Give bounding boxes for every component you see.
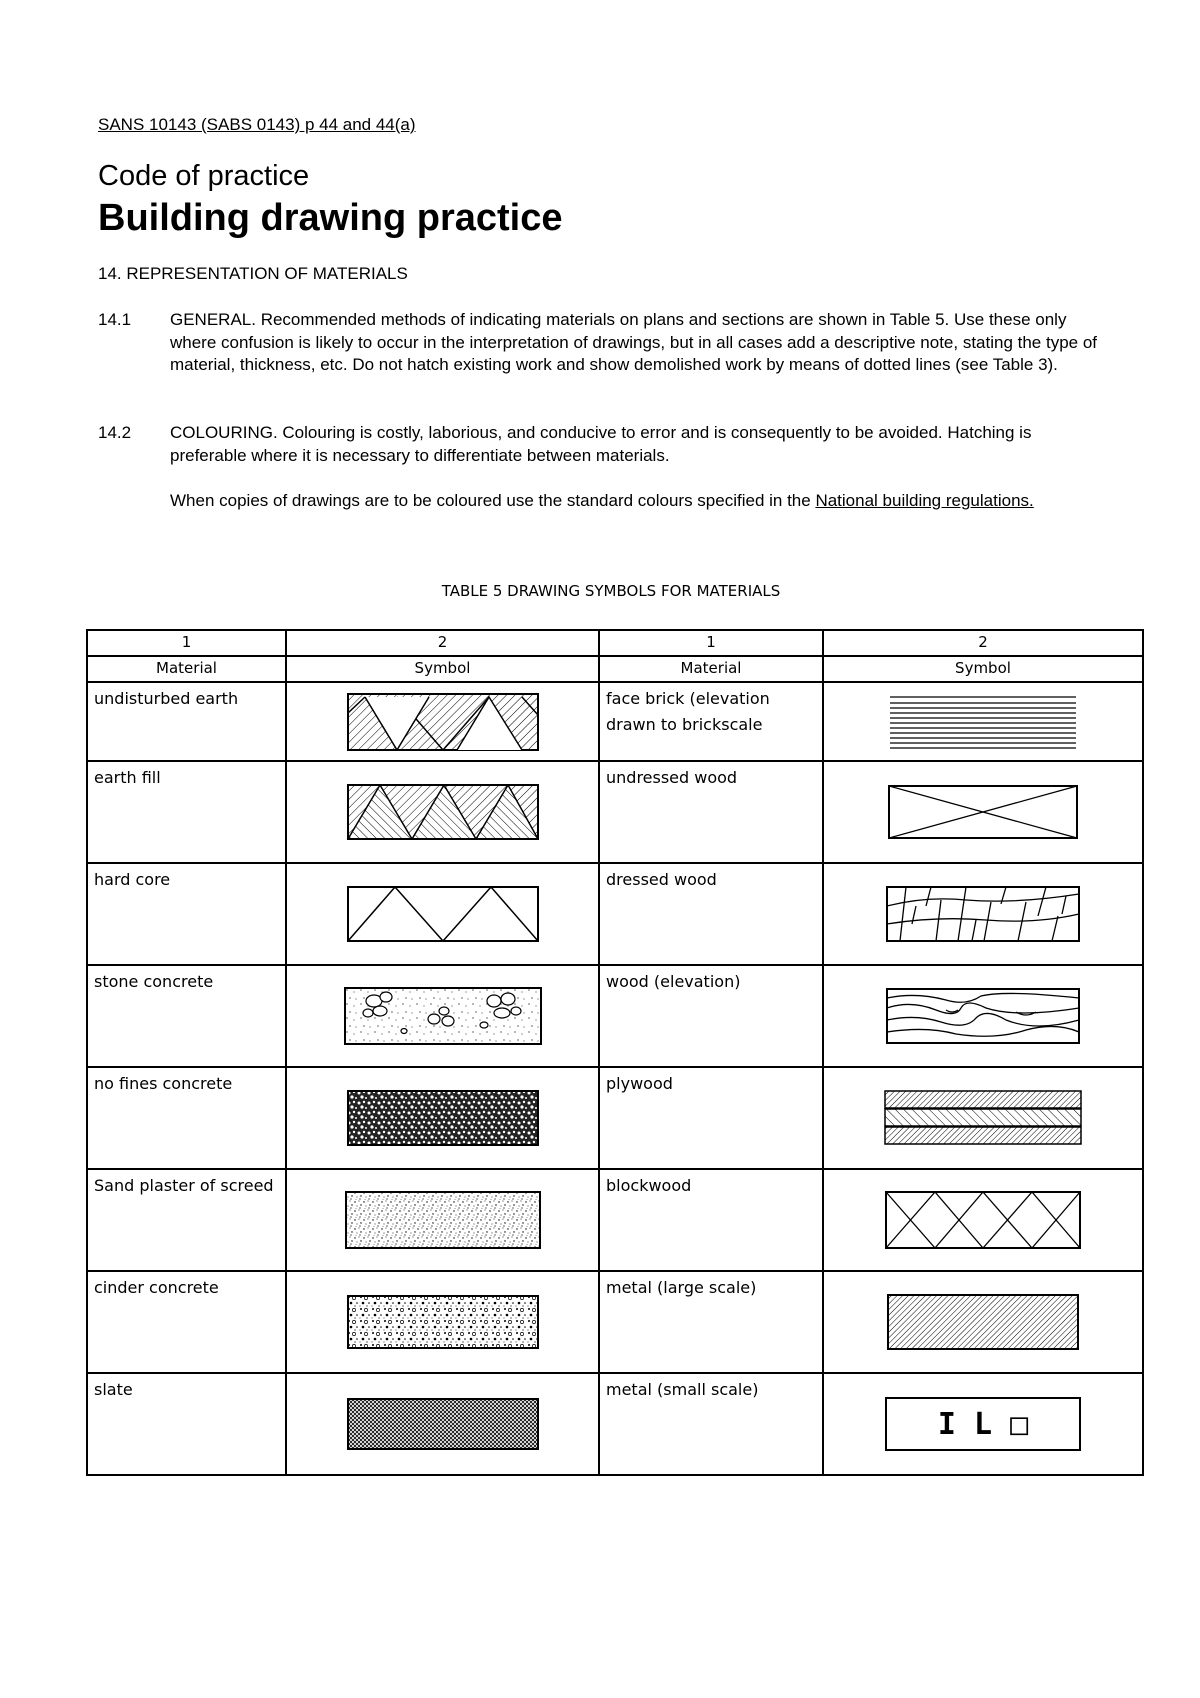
- slate-symbol: [347, 1398, 539, 1450]
- cinder-concrete-symbol: [347, 1295, 539, 1349]
- table-row: [87, 682, 1143, 761]
- metal-section-glyphs: I L □: [937, 1407, 1029, 1442]
- column-number: 2: [286, 630, 599, 656]
- table-row: [87, 1373, 1143, 1475]
- table-row: [87, 863, 1143, 965]
- material-name: wood (elevation): [599, 965, 823, 1067]
- material-name: plywood: [599, 1067, 823, 1169]
- metal-large-scale-symbol: [887, 1294, 1079, 1350]
- material-name: undisturbed earth: [87, 682, 286, 761]
- blockwood-symbol: [885, 1191, 1081, 1249]
- colour-note: [98, 490, 1098, 513]
- stone-concrete-symbol: [344, 987, 542, 1045]
- column-header-symbol: Symbol: [823, 656, 1143, 682]
- document-title: Building drawing practice: [98, 197, 563, 239]
- undressed-wood-symbol: [888, 785, 1078, 839]
- material-name: undressed wood: [599, 761, 823, 863]
- material-name: blockwood: [599, 1169, 823, 1271]
- column-number: 1: [599, 630, 823, 656]
- table-row: [87, 761, 1143, 863]
- no-fines-concrete-symbol: [347, 1090, 539, 1146]
- wood-elevation-symbol: [886, 988, 1080, 1044]
- sand-plaster-symbol: [345, 1191, 541, 1249]
- material-name: earth fill: [87, 761, 286, 863]
- dressed-wood-symbol: [886, 886, 1080, 942]
- earth-fill-symbol: [347, 784, 539, 840]
- hard-core-symbol: [347, 886, 539, 942]
- material-name: cinder concrete: [87, 1271, 286, 1373]
- column-header-row: [87, 656, 1143, 682]
- column-header-symbol: Symbol: [286, 656, 599, 682]
- clause-text: GENERAL. Recommended methods of indicating materials on plans and sections are shown in Table 5. Use these only where confusion is likely to occur in the interpretation of drawings, but in all cases add a descriptive note, stating the type of material, thickness, etc. Do not hatch existing work and show demolished work by means of dotted lines (see Table 3).: [170, 310, 1098, 374]
- clause-14-2: [98, 422, 1098, 467]
- clause-14-1: [98, 309, 1098, 377]
- metal-small-scale-symbol: [885, 1397, 1081, 1451]
- table-row: [87, 965, 1143, 1067]
- table-row: [87, 1067, 1143, 1169]
- document-subtitle: Code of practice: [98, 160, 310, 192]
- face-brick-symbol: [888, 694, 1078, 750]
- material-name: dressed wood: [599, 863, 823, 965]
- material-name: metal (large scale): [599, 1271, 823, 1373]
- material-name: hard core: [87, 863, 286, 965]
- material-name: stone concrete: [87, 965, 286, 1067]
- material-name: slate: [87, 1373, 286, 1475]
- national-building-regulations-link[interactable]: National building regulations.: [815, 491, 1034, 510]
- table-row: [87, 1169, 1143, 1271]
- clause-number: 14.2: [98, 423, 132, 442]
- material-name: no fines concrete: [87, 1067, 286, 1169]
- material-name: metal (small scale): [599, 1373, 823, 1475]
- column-number-row: [87, 630, 1143, 656]
- materials-table: [86, 629, 1144, 1476]
- colour-note-text: When copies of drawings are to be coloured use the standard colours specified in the: [170, 491, 816, 510]
- material-name: Sand plaster of screed: [87, 1169, 286, 1271]
- section-heading: 14. REPRESENTATION OF MATERIALS: [98, 264, 408, 283]
- clause-number: 14.1: [98, 310, 132, 329]
- undisturbed-earth-symbol: [347, 693, 539, 751]
- column-header-material: Material: [87, 656, 286, 682]
- table-title: TABLE 5 DRAWING SYMBOLS FOR MATERIALS: [441, 582, 781, 600]
- table-row: [87, 1271, 1143, 1373]
- material-name: face brick (elevation drawn to brickscale: [599, 682, 823, 761]
- column-number: 2: [823, 630, 1143, 656]
- clause-text: COLOURING. Colouring is costly, laborious, and conducive to error and is consequently to be avoided. Hatching is preferable where it is necessary to differentiate between materials.: [170, 423, 1032, 465]
- plywood-symbol: [884, 1090, 1082, 1146]
- column-header-material: Material: [599, 656, 823, 682]
- document-reference: SANS 10143 (SABS 0143) p 44 and 44(a): [98, 115, 416, 134]
- column-number: 1: [87, 630, 286, 656]
